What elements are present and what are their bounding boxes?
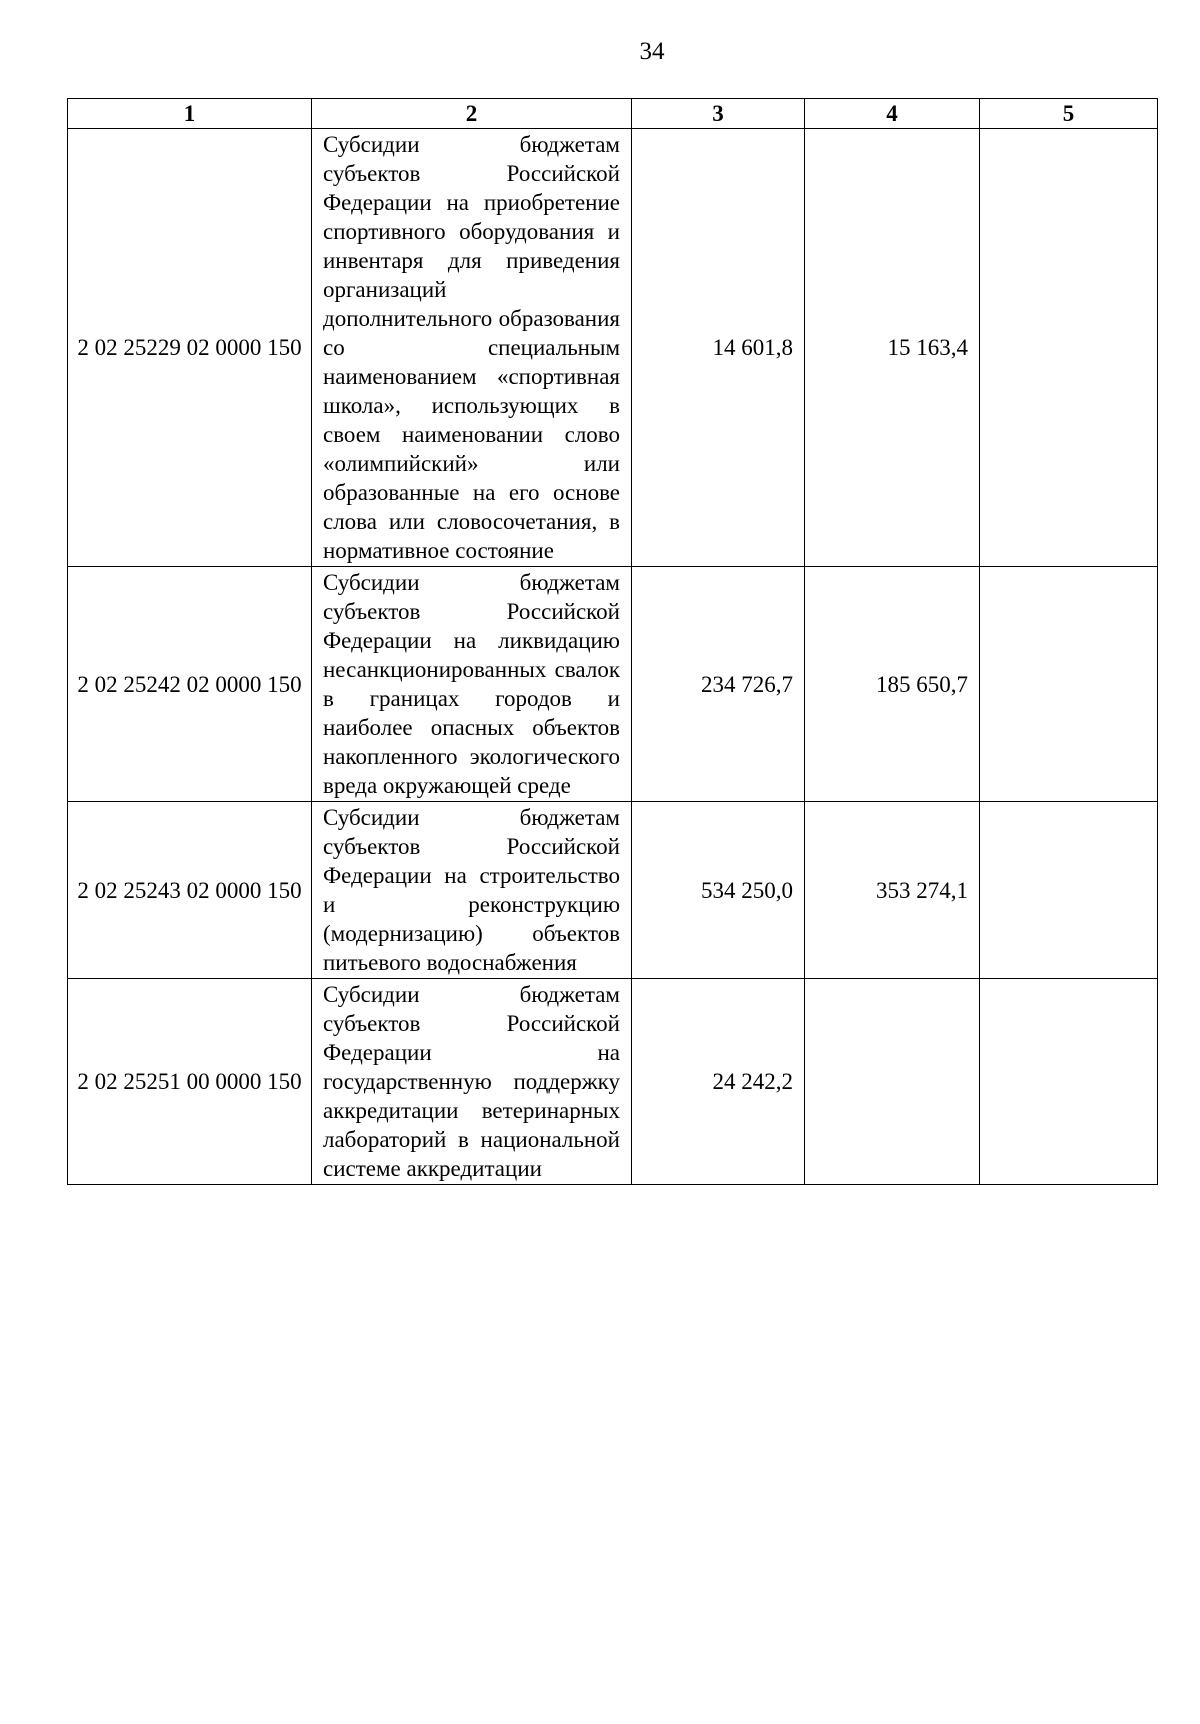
description-cell: Субсидии бюджетам субъектов Российской Федерации на государственную поддержку аккредитации ветеринарных лабораторий в национальной системе аккредитации xyxy=(312,979,632,1185)
table-row xyxy=(68,979,1158,1185)
amount-col3-cell: 14 601,8 xyxy=(632,129,805,567)
amount-col4-cell: 353 274,1 xyxy=(805,802,980,979)
table-row xyxy=(68,129,1158,567)
header-col-4: 4 xyxy=(805,99,980,129)
amount-col4-cell: 185 650,7 xyxy=(805,567,980,802)
amount-col5-cell xyxy=(980,129,1158,567)
amount-col4-cell xyxy=(805,979,980,1185)
amount-col5-cell xyxy=(980,979,1158,1185)
budget-code-cell: 2 02 25243 02 0000 150 xyxy=(68,802,312,979)
amount-col3-cell: 24 242,2 xyxy=(632,979,805,1185)
description-cell: Субсидии бюджетам субъектов Российской Федерации на приобретение спортивного оборудования и инвентаря для приведения организаций дополнительного образования со специальным наименованием «спортивная школа», использующих в своем наименовании слово «олимпийский» или образованные на его основе слова или словосочетания, в нормативное состояние xyxy=(312,129,632,567)
amount-col5-cell xyxy=(980,567,1158,802)
amount-col3-cell: 534 250,0 xyxy=(632,802,805,979)
header-col-3: 3 xyxy=(632,99,805,129)
table-row xyxy=(68,567,1158,802)
amount-col4-cell: 15 163,4 xyxy=(805,129,980,567)
header-col-5: 5 xyxy=(980,99,1158,129)
amount-col3-cell: 234 726,7 xyxy=(632,567,805,802)
description-cell: Субсидии бюджетам субъектов Российской Федерации на строительство и реконструкцию (модернизацию) объектов питьевого водоснабжения xyxy=(312,802,632,979)
description-cell: Субсидии бюджетам субъектов Российской Федерации на ликвидацию несанкционированных свалок в границах городов и наиболее опасных объектов накопленного экологического вреда окружающей среде xyxy=(312,567,632,802)
table-row xyxy=(68,802,1158,979)
header-col-2: 2 xyxy=(312,99,632,129)
table-header-row xyxy=(68,99,1158,129)
page-number: 34 xyxy=(639,38,665,65)
header-col-1: 1 xyxy=(68,99,312,129)
amount-col5-cell xyxy=(980,802,1158,979)
budget-code-cell: 2 02 25242 02 0000 150 xyxy=(68,567,312,802)
budget-table xyxy=(67,98,1158,1185)
budget-code-cell: 2 02 25251 00 0000 150 xyxy=(68,979,312,1185)
budget-code-cell: 2 02 25229 02 0000 150 xyxy=(68,129,312,567)
